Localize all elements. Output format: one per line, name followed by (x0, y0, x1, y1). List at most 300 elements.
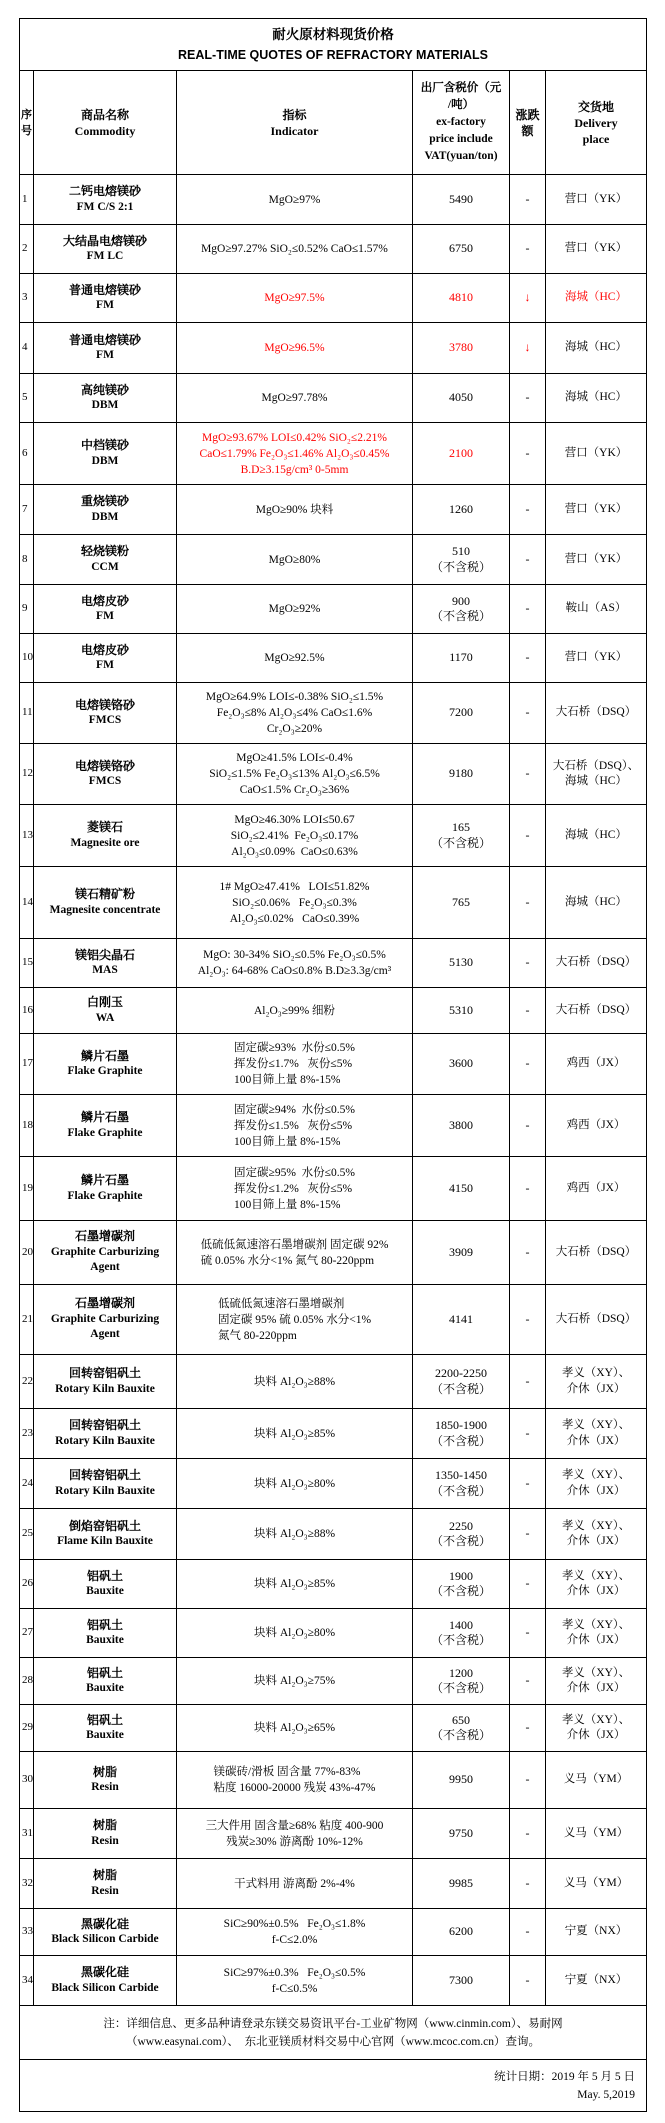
indicator-line: 固定碳≥93% 水份≤0.5% (234, 1042, 355, 1054)
indicator-line: SiO₂≤2.41% Fe₂O₃≤0.17% (230, 829, 359, 842)
commodity-cell-text (69, 283, 141, 314)
change-cell (510, 274, 546, 323)
delivery-place: 大石桥（DSQ） (555, 706, 637, 719)
indicator-cell-text (234, 1102, 355, 1150)
commodity-cell (34, 535, 177, 585)
price-value: 7300 (449, 1972, 473, 1987)
table-row (20, 374, 647, 423)
row-number-cell (20, 423, 34, 485)
price-cell-text (449, 1118, 473, 1134)
indicator-cell-text (254, 1673, 335, 1689)
change-value: - (525, 1875, 530, 1890)
commodity-cell-text (51, 1296, 159, 1343)
row-number: 12 (22, 767, 33, 780)
commodity-name-cn: 鳞片石墨 (80, 1048, 129, 1063)
commodity-name-cn: 树脂 (92, 1818, 117, 1832)
commodity-name-cn: 石墨增碳剂 (74, 1296, 135, 1311)
delivery-place: 义马（YM） (563, 1826, 629, 1839)
price-cell (413, 1859, 510, 1909)
commodity-name-en: Rotary Kiln Bauxite (55, 1434, 155, 1447)
header-change-text (515, 107, 539, 139)
header-delivery-label: place (582, 131, 610, 146)
delivery-cell (546, 867, 647, 939)
change-cell (510, 867, 546, 939)
row-number: 27 (22, 1626, 33, 1639)
table-row (20, 1809, 647, 1859)
header-commodity (34, 71, 177, 175)
price-cell-text (452, 895, 470, 911)
table-row (20, 1157, 647, 1221)
price-cell-text (449, 1056, 473, 1072)
indicator-line: B.D≥3.15g/cm³ 0-5mm (240, 463, 349, 476)
table-row (20, 1658, 647, 1705)
change-cell (510, 939, 546, 988)
delivery-place: 大石桥（DSQ） (555, 1245, 637, 1258)
change-value: - (525, 1180, 530, 1195)
down-arrow-icon: ↓ (524, 290, 531, 305)
price-tax-note: （不含税） (430, 835, 491, 850)
indicator-cell-text (201, 241, 388, 257)
row-number-cell (20, 1909, 34, 1956)
change-cell (510, 1409, 546, 1459)
price-cell-text (431, 594, 491, 625)
change-cell (510, 423, 546, 485)
row-number-cell (20, 585, 34, 634)
footer-note-line: （www.easynai.com）、 东北亚镁质材料交易中心官网（www.mcoc.com.cn）查询。 (125, 2035, 541, 2048)
indicator-cell-text (206, 689, 383, 737)
indicator-cell-text (254, 1374, 335, 1390)
price-value: 4141 (449, 1311, 473, 1326)
delivery-cell-text (564, 1826, 629, 1842)
commodity-name-en: FMCS (88, 775, 122, 787)
commodity-cell (34, 274, 177, 323)
price-cell (413, 274, 510, 323)
header-indicator-text (271, 107, 319, 139)
indicator-line: 干式料用 游离酚 2%-4% (234, 1877, 355, 1890)
indicator-line: Cr₂O₃≥20% (266, 723, 323, 735)
indicator-line: 固定碳 95% 硫 0.05% 水分<1% (217, 1313, 372, 1326)
indicator-line: MgO≥46.30% LOI≤50.67 (234, 813, 355, 826)
change-cell (510, 1658, 546, 1705)
change-value: - (525, 766, 530, 781)
table-row (20, 175, 647, 225)
commodity-name-en: DBM (91, 454, 119, 467)
commodity-cell-text (87, 995, 123, 1026)
table-row (20, 225, 647, 274)
change-value: - (525, 1244, 530, 1259)
header-row (20, 71, 647, 175)
indicator-line: 块料 Al₂O₃≥85% (253, 1578, 336, 1590)
commodity-name-en: Black Silicon Carbide (51, 1933, 159, 1945)
indicator-cell (177, 805, 413, 867)
delivery-cell (546, 939, 647, 988)
indicator-line: SiC≥90%±0.5% Fe₂O₃≤1.8% (223, 1918, 366, 1930)
table-row (20, 1956, 647, 2006)
price-value: 1260 (449, 501, 473, 516)
indicator-cell-text (254, 1526, 335, 1542)
row-number-cell (20, 1157, 34, 1221)
commodity-cell (34, 1459, 177, 1509)
row-number-cell (20, 1095, 34, 1157)
commodity-cell (34, 683, 177, 744)
indicator-cell (177, 1157, 413, 1221)
row-number: 16 (22, 1003, 33, 1016)
indicator-cell-text (201, 1237, 389, 1269)
indicator-cell (177, 175, 413, 225)
change-value: - (525, 241, 530, 256)
commodity-name-en: FM (96, 659, 114, 671)
delivery-cell (546, 634, 647, 683)
price-tax-note: （不含税） (430, 559, 491, 574)
commodity-cell (34, 374, 177, 423)
indicator-cell-text (254, 1426, 335, 1442)
header-no-text (21, 107, 32, 139)
row-number: 18 (22, 1118, 33, 1131)
commodity-cell (34, 939, 177, 988)
delivery-cell-text (565, 390, 627, 406)
commodity-name-cn: 中档镁砂 (80, 438, 129, 452)
delivery-place: 鸡西（JX） (566, 1057, 626, 1070)
delivery-place: 营口（YK） (564, 502, 628, 515)
indicator-line: CaO≤1.79% Fe₂O₃≤1.46% Al₂O₃≤0.45% (199, 447, 390, 460)
header-delivery-label: 交货地 (577, 99, 614, 114)
commodity-name-cn: 重烧镁砂 (80, 494, 129, 508)
indicator-cell (177, 1285, 413, 1355)
commodity-name-cn: 鳞片石墨 (80, 1110, 129, 1124)
price-cell-text (449, 955, 473, 971)
indicator-cell-text (224, 1916, 366, 1948)
row-number-cell (20, 1560, 34, 1609)
delivery-cell-text (565, 446, 628, 462)
commodity-cell (34, 805, 177, 867)
commodity-name-cn: 轻烧镁粉 (80, 544, 129, 558)
row-number: 4 (22, 341, 28, 354)
indicator-cell-text (254, 1576, 335, 1592)
indicator-cell (177, 1459, 413, 1509)
delivery-cell-text (556, 955, 637, 971)
price-cell (413, 939, 510, 988)
delivery-place: 孝义（XY）、 (561, 1666, 631, 1679)
price-cell-text (431, 1366, 491, 1397)
indicator-cell-text (224, 1965, 366, 1997)
table-row (20, 1409, 647, 1459)
change-cell (510, 374, 546, 423)
table-row (20, 274, 647, 323)
commodity-name-cn: 二钙电熔镁砂 (68, 184, 141, 198)
delivery-cell (546, 1809, 647, 1859)
indicator-cell (177, 535, 413, 585)
price-cell (413, 485, 510, 535)
delivery-cell-text (562, 1519, 630, 1550)
price-cell-text (431, 1713, 491, 1744)
commodity-name-en: Flake Graphite (67, 1126, 143, 1139)
row-number-cell (20, 1459, 34, 1509)
commodity-cell (34, 1509, 177, 1560)
commodity-cell-text (51, 1229, 159, 1276)
indicator-line: 硫 0.05% 水分<1% 氮气 80-220ppm (200, 1254, 375, 1267)
row-number-cell (20, 1658, 34, 1705)
delivery-cell-text (565, 828, 627, 844)
indicator-cell-text (254, 1476, 335, 1492)
row-number: 7 (22, 502, 28, 515)
table-row (20, 744, 647, 805)
delivery-place: 孝义（XY）、 (561, 1519, 631, 1532)
indicator-cell (177, 1560, 413, 1609)
table-row (20, 1221, 647, 1285)
delivery-cell (546, 1285, 647, 1355)
indicator-line: 低硫低氮速溶石墨增碳剂 (217, 1297, 345, 1310)
price-cell (413, 175, 510, 225)
row-number-cell (20, 274, 34, 323)
change-value: - (525, 1924, 530, 1939)
price-value: 900 (451, 593, 470, 608)
commodity-name-en: Flake Graphite (67, 1065, 143, 1077)
change-cell (510, 1956, 546, 2006)
indicator-cell-text (198, 947, 391, 979)
delivery-cell-text (553, 759, 639, 790)
indicator-line: MgO≥97.27% SiO₂≤0.52% CaO≤1.57% (201, 243, 388, 255)
indicator-line: MgO≥90% 块料 (255, 503, 334, 516)
price-cell (413, 1509, 510, 1560)
commodity-cell-text (55, 1366, 155, 1397)
table-row (20, 1285, 647, 1355)
change-cell (510, 585, 546, 634)
delivery-cell (546, 1752, 647, 1809)
change-value: - (525, 445, 530, 460)
commodity-name-en: Bauxite (86, 1634, 124, 1646)
row-number-cell (20, 1221, 34, 1285)
indicator-line: 挥发份≤1.5% 灰份≤5% (234, 1119, 353, 1132)
delivery-place: 介休（JX） (566, 1382, 626, 1395)
commodity-cell-text (81, 643, 129, 674)
price-cell-text (449, 192, 473, 208)
delivery-cell-text (567, 1118, 626, 1134)
commodity-name-en: FM (96, 299, 114, 311)
delivery-cell (546, 1221, 647, 1285)
delivery-cell (546, 1909, 647, 1956)
change-cell (510, 1509, 546, 1560)
commodity-name-en: Rotary Kiln Bauxite (55, 1484, 155, 1497)
commodity-cell-text (67, 1173, 142, 1204)
delivery-cell-text (565, 650, 628, 666)
commodity-cell (34, 1956, 177, 2006)
delivery-cell (546, 805, 647, 867)
change-cell (510, 1909, 546, 1956)
delivery-place: 海城（HC） (565, 828, 627, 841)
price-cell-text (449, 1003, 473, 1019)
row-number-cell (20, 1956, 34, 2006)
price-value: 4810 (449, 290, 473, 305)
change-value: - (525, 955, 530, 970)
price-cell-text (449, 1245, 473, 1261)
change-value: - (525, 1972, 530, 1987)
commodity-name-en: WA (95, 1011, 115, 1024)
commodity-cell (34, 1909, 177, 1956)
delivery-place: 义马（YM） (563, 1773, 629, 1786)
row-number: 28 (22, 1674, 33, 1687)
change-cell (510, 1560, 546, 1609)
row-number-cell (20, 1809, 34, 1859)
indicator-line: f-C≤2.0% (271, 1934, 318, 1946)
change-cell (510, 323, 546, 374)
commodity-name-cn: 镁铝尖晶石 (74, 947, 135, 962)
change-value: - (525, 1772, 530, 1787)
header-delivery-text (574, 99, 617, 147)
delivery-cell-text (562, 1618, 630, 1649)
indicator-line: Al₂O₃: 64-68% CaO≤0.8% B.D≥3.3g/cm³ (197, 965, 392, 977)
change-value: - (525, 1117, 530, 1132)
price-cell (413, 1355, 510, 1409)
indicator-cell-text (234, 1165, 355, 1213)
indicator-cell-text (231, 812, 359, 860)
delivery-place: 营口（YK） (564, 651, 628, 664)
price-cell (413, 1459, 510, 1509)
commodity-cell-text (81, 544, 129, 575)
title-cell (20, 19, 647, 71)
indicator-cell (177, 1509, 413, 1560)
row-number: 15 (22, 956, 33, 969)
row-number: 19 (22, 1181, 33, 1194)
price-value: 2250 (448, 1518, 473, 1533)
change-value: - (525, 1720, 530, 1735)
price-cell-text (449, 340, 473, 356)
delivery-cell-text (564, 1772, 629, 1788)
header-change-label: 涨跌 (515, 107, 540, 122)
change-value: - (525, 1002, 530, 1017)
commodity-name-en: Flake Graphite (67, 1189, 143, 1202)
delivery-place: 营口（YK） (564, 242, 628, 255)
delivery-place: 介休（JX） (566, 1434, 626, 1447)
price-tax-note: （不含税） (430, 1681, 491, 1695)
commodity-cell (34, 1705, 177, 1752)
delivery-cell-text (565, 502, 628, 518)
price-cell-text (431, 1569, 491, 1600)
indicator-cell (177, 423, 413, 485)
indicator-line: Al₂O₃≤0.02% CaO≤0.39% (229, 912, 360, 925)
table-row (20, 585, 647, 634)
price-value: 510 (451, 544, 470, 558)
header-no-label: 号 (21, 124, 32, 137)
footer-note-line: 注：详细信息、更多品种请登录东镁交易资讯平台-工业矿物网（www.cinmin.com）、易耐网 (103, 2017, 563, 2030)
delivery-cell (546, 1609, 647, 1658)
commodity-name-en: Agent (90, 1328, 120, 1341)
statistics-date-cn: 统计日期：2019 年 5 月 5 日 (494, 2070, 635, 2083)
commodity-cell (34, 1095, 177, 1157)
delivery-cell (546, 535, 647, 585)
price-cell (413, 1809, 510, 1859)
change-value: - (525, 1673, 530, 1688)
indicator-cell (177, 1095, 413, 1157)
indicator-line: MgO≥80% (268, 553, 321, 566)
indicator-cell-text (264, 290, 324, 306)
commodity-cell (34, 1409, 177, 1459)
price-tax-note: （不含税） (430, 1728, 491, 1742)
delivery-cell-text (565, 290, 627, 306)
delivery-cell (546, 1859, 647, 1909)
delivery-cell (546, 1509, 647, 1560)
commodity-name-en: Resin (91, 1781, 119, 1793)
commodity-cell (34, 1859, 177, 1909)
commodity-cell (34, 1560, 177, 1609)
row-number: 11 (22, 706, 33, 719)
indicator-cell-text (261, 390, 327, 406)
header-price-label: VAT(yuan/ton) (424, 150, 498, 162)
indicator-cell (177, 1956, 413, 2006)
row-number-cell (20, 374, 34, 423)
indicator-cell (177, 634, 413, 683)
header-price-label: ex-factory (436, 116, 486, 128)
price-cell-text (449, 766, 473, 782)
price-tax-note: （不含税） (430, 1534, 491, 1548)
change-cell (510, 1859, 546, 1909)
delivery-cell-text (562, 1569, 630, 1600)
change-cell (510, 1752, 546, 1809)
indicator-line: MgO≥96.5% (264, 342, 325, 354)
commodity-name-cn: 树脂 (92, 1764, 117, 1779)
commodity-cell-text (86, 1569, 124, 1600)
price-cell (413, 988, 510, 1034)
row-number-cell (20, 323, 34, 374)
row-number-cell (20, 535, 34, 585)
header-no (20, 71, 34, 175)
commodity-name-en: Rotary Kiln Bauxite (55, 1382, 155, 1395)
row-number: 34 (22, 1973, 33, 1986)
change-value: - (525, 705, 530, 720)
row-number-cell (20, 1034, 34, 1095)
change-cell (510, 1157, 546, 1221)
statistics-date-row (20, 2060, 647, 2112)
price-value: 2100 (449, 445, 473, 460)
row-number: 21 (22, 1312, 33, 1325)
change-value: - (525, 1373, 530, 1388)
commodity-cell-text (91, 1765, 118, 1796)
commodity-cell-text (69, 333, 141, 364)
commodity-cell-text (75, 759, 135, 790)
delivery-place: 大石桥（DSQ） (555, 1312, 637, 1325)
price-cell-text (431, 544, 491, 575)
commodity-name-cn: 电熔镁铬砂 (74, 697, 135, 712)
price-value: 9950 (449, 1772, 473, 1787)
footer-note-row (20, 2006, 647, 2060)
commodity-name-cn: 白刚玉 (86, 995, 123, 1009)
delivery-cell (546, 744, 647, 805)
commodity-name-cn: 倒焰窑铝矾土 (68, 1518, 141, 1533)
change-value: - (525, 894, 530, 909)
indicator-line: 100目筛上量 8%-15% (234, 1135, 341, 1148)
commodity-cell (34, 175, 177, 225)
price-cell-text (431, 1666, 491, 1697)
table-row (20, 1459, 647, 1509)
commodity-name-en: Bauxite (86, 1682, 124, 1694)
indicator-line: 粘度 16000-20000 残炭 43%-47% (213, 1782, 376, 1794)
header-price-label: /吨） (447, 99, 475, 111)
price-cell-text (449, 1826, 473, 1842)
price-cell (413, 535, 510, 585)
change-value: - (525, 1056, 530, 1071)
commodity-name-en: Bauxite (86, 1729, 124, 1741)
delivery-place: 营口（YK） (564, 192, 628, 205)
indicator-line: MgO≥92% (268, 603, 321, 615)
table-row (20, 485, 647, 535)
commodity-name-en: FM (96, 349, 114, 361)
commodity-name-cn: 大结晶电熔镁砂 (62, 233, 147, 248)
commodity-name-cn: 回转窑铝矾土 (68, 1366, 141, 1380)
change-value: - (525, 1311, 530, 1326)
indicator-line: 挥发份≤1.7% 灰份≤5% (234, 1058, 353, 1070)
statistics-date-en: May. 5,2019 (577, 2088, 635, 2101)
table-row (20, 1609, 647, 1658)
commodity-name-en: DBM (91, 510, 119, 523)
